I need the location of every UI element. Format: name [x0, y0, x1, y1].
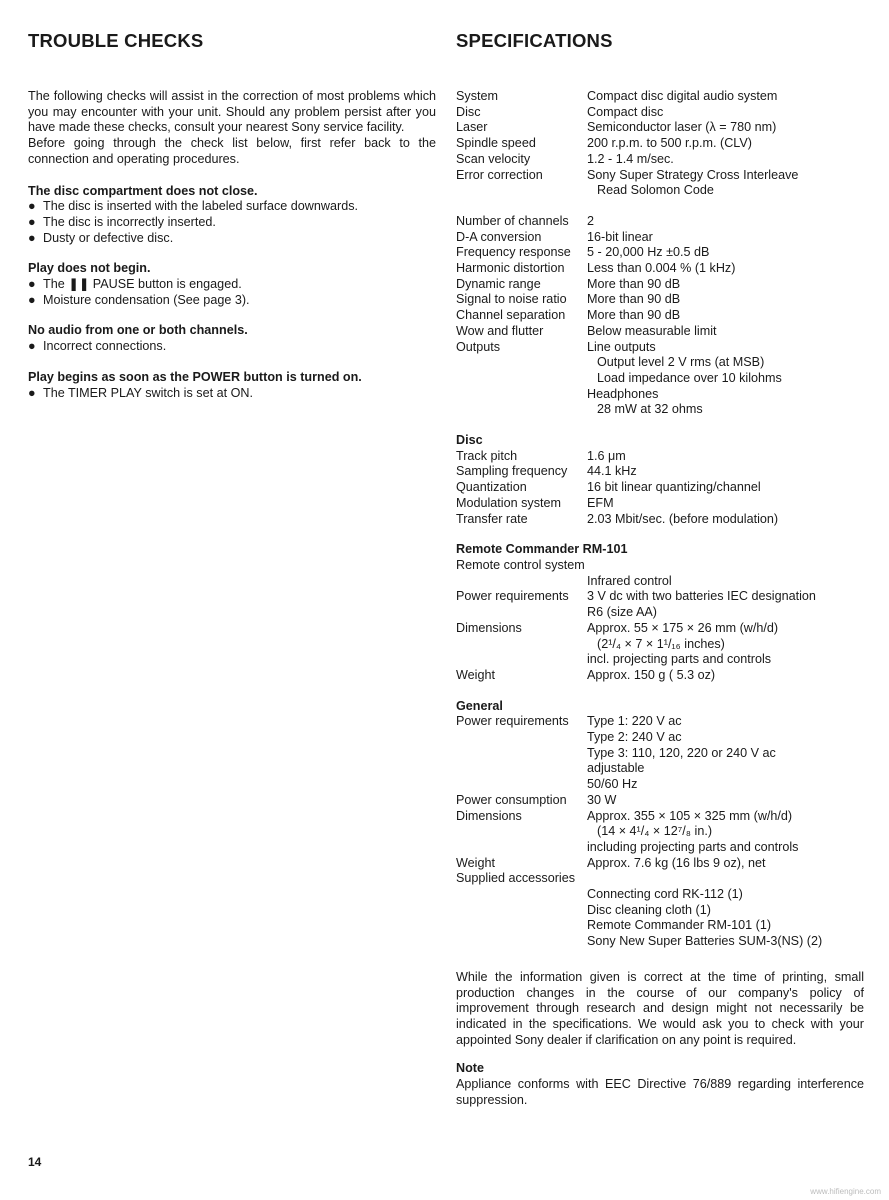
spec-value: 44.1 kHz — [587, 464, 637, 479]
spec-value: More than 90 dB — [587, 308, 681, 323]
spec-label — [456, 903, 587, 919]
trouble-item — [28, 386, 436, 402]
specifications-title: SPECIFICATIONS — [456, 30, 613, 51]
spec-value: Connecting cord RK-112 (1) — [587, 887, 743, 902]
bullet-icon: ● — [28, 230, 36, 245]
spec-row — [456, 402, 864, 418]
trouble-list — [28, 386, 436, 402]
trouble-item-text: Dusty or defective disc. — [43, 230, 174, 245]
spec-row — [456, 292, 864, 308]
spec-row — [456, 230, 864, 246]
trouble-item — [28, 215, 436, 231]
spec-row — [456, 464, 864, 480]
spec-label: Dynamic range — [456, 276, 541, 291]
spec-row — [456, 793, 864, 809]
trouble-section — [28, 261, 436, 308]
spec-value: Load impedance over 10 kilohms — [597, 370, 782, 385]
spec-label: Channel separation — [456, 308, 566, 323]
trouble-section — [28, 184, 436, 247]
spec-label: Modulation system — [456, 495, 561, 510]
trouble-item-text: The disc is incorrectly inserted. — [43, 214, 216, 229]
spec-row — [456, 340, 864, 356]
spec-row — [456, 840, 864, 856]
trouble-item-text: The disc is inserted with the labeled surface downwards. — [43, 199, 359, 214]
remote-heading: Remote Commander RM-101 — [456, 542, 628, 557]
spec-label — [456, 574, 587, 590]
spec-label: D-A conversion — [456, 229, 542, 244]
spec-value: Less than 0.004 % (1 kHz) — [587, 261, 736, 276]
spec-value: Sony Super Strategy Cross Interleave — [587, 167, 799, 182]
spec-label: Disc — [456, 104, 481, 119]
spec-label — [456, 605, 587, 621]
spec-row — [456, 574, 864, 590]
spec-row — [456, 277, 864, 293]
spec-value: (14 × 4¹/₄ × 12⁷/₈ in.) — [597, 824, 713, 839]
spec-label: Outputs — [456, 339, 501, 354]
spec-value: Infrared control — [587, 573, 672, 588]
trouble-item-text: Moisture condensation (See page 3). — [43, 292, 250, 307]
spec-label — [456, 887, 587, 903]
remote-system-label: Remote control system — [456, 557, 585, 572]
trouble-heading: The disc compartment does not close. — [28, 183, 258, 198]
spec-label — [456, 402, 587, 418]
spec-label — [456, 746, 587, 762]
spec-label: Dimensions — [456, 620, 522, 635]
spec-label: Power requirements — [456, 589, 569, 604]
spec-value: 28 mW at 32 ohms — [597, 402, 703, 417]
specifications-column — [456, 30, 864, 1108]
spec-label: Scan velocity — [456, 151, 531, 166]
spec-label — [456, 777, 587, 793]
spec-value: Headphones — [587, 386, 659, 401]
spec-label: Track pitch — [456, 448, 518, 463]
spec-value: Approx. 7.6 kg (16 lbs 9 oz), net — [587, 855, 766, 870]
bullet-icon: ● — [28, 339, 36, 354]
spec-row — [456, 512, 864, 528]
trouble-section — [28, 323, 436, 354]
spec-label: Wow and flutter — [456, 323, 544, 338]
spec-row — [456, 308, 864, 324]
spec-label: Spindle speed — [456, 136, 536, 151]
spec-value: R6 (size AA) — [587, 605, 657, 620]
spec-row — [456, 245, 864, 261]
spec-label — [456, 355, 587, 371]
spec-row — [456, 152, 864, 168]
spec-label: Power consumption — [456, 792, 567, 807]
spec-label: Laser — [456, 120, 488, 135]
intro-paragraph-2: Before going through the check list below, first refer back to the connection and operating procedures. — [28, 136, 436, 166]
spec-label — [456, 652, 587, 668]
spec-row — [456, 183, 864, 199]
spec-row — [456, 856, 864, 872]
spec-value: Sony New Super Batteries SUM-3(NS) (2) — [587, 934, 823, 949]
spec-value: Output level 2 V rms (at MSB) — [597, 355, 765, 370]
spec-row — [456, 496, 864, 512]
trouble-item — [28, 231, 436, 247]
spec-value: Remote Commander RM-101 (1) — [587, 918, 772, 933]
spec-value: Approx. 150 g ( 5.3 oz) — [587, 667, 716, 682]
spec-label: Dimensions — [456, 808, 522, 823]
trouble-checks-title: TROUBLE CHECKS — [28, 30, 204, 51]
spec-value: Approx. 355 × 105 × 325 mm (w/h/d) — [587, 808, 793, 823]
disclaimer-text: While the information given is correct at the time of printing, small production changes in the course of our company's policy of improvement through research and design might not necessarily be indicated in the specifications. We would ask you to check with your appointed Sony dealer if clarification on any point is required. — [456, 969, 864, 1047]
spec-row — [456, 903, 864, 919]
spec-label — [456, 824, 587, 840]
spec-row — [456, 887, 864, 903]
spec-label: Supplied accessories — [456, 871, 576, 886]
note-text: Appliance conforms with EEC Directive 76/889 regarding interference suppression. — [456, 1077, 864, 1107]
trouble-heading: Play does not begin. — [28, 261, 151, 276]
trouble-item-text: Incorrect connections. — [43, 339, 167, 354]
spec-value: 50/60 Hz — [587, 777, 638, 792]
spec-row — [456, 168, 864, 184]
spec-value: 5 - 20,000 Hz ±0.5 dB — [587, 245, 710, 260]
spec-value: incl. projecting parts and controls — [587, 652, 772, 667]
spec-row — [456, 214, 864, 230]
spec-value: Semiconductor laser (λ = 780 nm) — [587, 120, 777, 135]
spec-value: 200 r.p.m. to 500 r.p.m. (CLV) — [587, 136, 752, 151]
spec-label — [456, 387, 587, 403]
spec-value: More than 90 dB — [587, 292, 681, 307]
spec-label: Sampling frequency — [456, 464, 568, 479]
spec-label — [456, 730, 587, 746]
spec-row — [456, 668, 864, 684]
spec-value: Line outputs — [587, 339, 656, 354]
spec-value: Compact disc — [587, 104, 664, 119]
spec-row — [456, 480, 864, 496]
trouble-item — [28, 277, 436, 293]
spec-row — [456, 809, 864, 825]
spec-row — [456, 371, 864, 387]
page-number: 14 — [28, 1155, 42, 1169]
spec-row — [456, 918, 864, 934]
spec-row — [456, 136, 864, 152]
trouble-list — [28, 339, 436, 355]
spec-value: 2.03 Mbit/sec. (before modulation) — [587, 511, 779, 526]
spec-row — [456, 261, 864, 277]
spec-value: 1.2 - 1.4 m/sec. — [587, 151, 674, 166]
spec-row — [456, 934, 864, 950]
spec-row — [456, 120, 864, 136]
spec-label — [456, 934, 587, 950]
spec-value: Approx. 55 × 175 × 26 mm (w/h/d) — [587, 620, 779, 635]
spec-row — [456, 637, 864, 653]
spec-value: 16-bit linear — [587, 229, 653, 244]
spec-label — [456, 183, 587, 199]
note-block — [456, 1061, 864, 1108]
spec-row — [456, 89, 864, 105]
spec-value: (2¹/₄ × 7 × 1¹/₁₆ inches) — [597, 636, 725, 651]
spec-remote-block — [456, 542, 864, 683]
general-heading: General — [456, 698, 503, 713]
trouble-list — [28, 277, 436, 308]
trouble-section — [28, 370, 436, 401]
trouble-list — [28, 199, 436, 246]
spec-row — [456, 730, 864, 746]
bullet-icon: ● — [28, 214, 36, 229]
spec-value: 3 V dc with two batteries IEC designation — [587, 589, 816, 604]
spec-value: Disc cleaning cloth (1) — [587, 902, 711, 917]
trouble-item — [28, 293, 436, 309]
spec-value: Type 2: 240 V ac — [587, 730, 682, 745]
spec-general-block — [456, 699, 864, 950]
spec-row — [456, 652, 864, 668]
spec-row — [456, 746, 864, 762]
trouble-checks-column — [28, 30, 436, 401]
spec-value: Read Solomon Code — [597, 183, 714, 198]
spec-value: Below measurable limit — [587, 323, 717, 338]
spec-value: More than 90 dB — [587, 276, 681, 291]
spec-label — [456, 918, 587, 934]
spec-disc-block — [456, 433, 864, 527]
trouble-item — [28, 339, 436, 355]
intro-paragraph-1: The following checks will assist in the correction of most problems which you may encounter with your unit. Should any problem persist after you have made these checks, consult your nearest Sony service facility. — [28, 89, 436, 135]
spec-value: EFM — [587, 495, 614, 510]
spec-label: Number of channels — [456, 213, 569, 228]
trouble-heading: Play begins as soon as the POWER button is turned on. — [28, 369, 362, 384]
note-heading: Note — [456, 1061, 484, 1076]
trouble-item-text: The ❚❚ PAUSE button is engaged. — [43, 277, 242, 292]
spec-label — [456, 761, 587, 777]
spec-label: Harmonic distortion — [456, 261, 565, 276]
spec-row — [456, 621, 864, 637]
spec-value: including projecting parts and controls — [587, 839, 799, 854]
spec-value — [587, 871, 864, 887]
spec-label: Weight — [456, 855, 495, 870]
spec-label — [456, 840, 587, 856]
spec-row — [456, 714, 864, 730]
spec-value: Type 3: 110, 120, 220 or 240 V ac — [587, 745, 776, 760]
spec-value: Type 1: 220 V ac — [587, 714, 682, 729]
intro-text — [28, 89, 436, 168]
spec-label — [456, 637, 587, 653]
spec-row — [456, 761, 864, 777]
trouble-item-text: The TIMER PLAY switch is set at ON. — [43, 385, 253, 400]
bullet-icon: ● — [28, 292, 36, 307]
spec-row — [456, 777, 864, 793]
spec-value: 2 — [587, 213, 595, 228]
spec-system-block — [456, 89, 864, 418]
spec-row — [456, 105, 864, 121]
spec-row — [456, 871, 864, 887]
spec-label: Quantization — [456, 480, 527, 495]
spec-row — [456, 449, 864, 465]
spec-label: Transfer rate — [456, 511, 528, 526]
spec-value: Compact disc digital audio system — [587, 89, 778, 103]
spec-value: 16 bit linear quantizing/channel — [587, 480, 761, 495]
bullet-icon: ● — [28, 277, 36, 292]
spec-row — [456, 387, 864, 403]
spec-row — [456, 589, 864, 605]
spec-row — [456, 605, 864, 621]
spec-row — [456, 824, 864, 840]
trouble-sections — [28, 184, 436, 402]
spec-value: 1.6 μm — [587, 448, 626, 463]
spec-label: Error correction — [456, 167, 543, 182]
spec-label: Weight — [456, 667, 495, 682]
spec-label: Frequency response — [456, 245, 571, 260]
spec-row — [456, 355, 864, 371]
spec-row — [456, 324, 864, 340]
trouble-heading: No audio from one or both channels. — [28, 323, 248, 338]
bullet-icon: ● — [28, 199, 36, 214]
spec-label — [456, 371, 587, 387]
spec-label: Signal to noise ratio — [456, 292, 567, 307]
spec-label: Power requirements — [456, 714, 569, 729]
watermark: www.hifiengine.com — [810, 1187, 881, 1196]
bullet-icon: ● — [28, 385, 36, 400]
spec-value: 30 W — [587, 792, 617, 807]
spec-label: System — [456, 89, 498, 103]
spec-value: adjustable — [587, 761, 645, 776]
disc-heading: Disc — [456, 433, 483, 448]
trouble-item — [28, 199, 436, 215]
